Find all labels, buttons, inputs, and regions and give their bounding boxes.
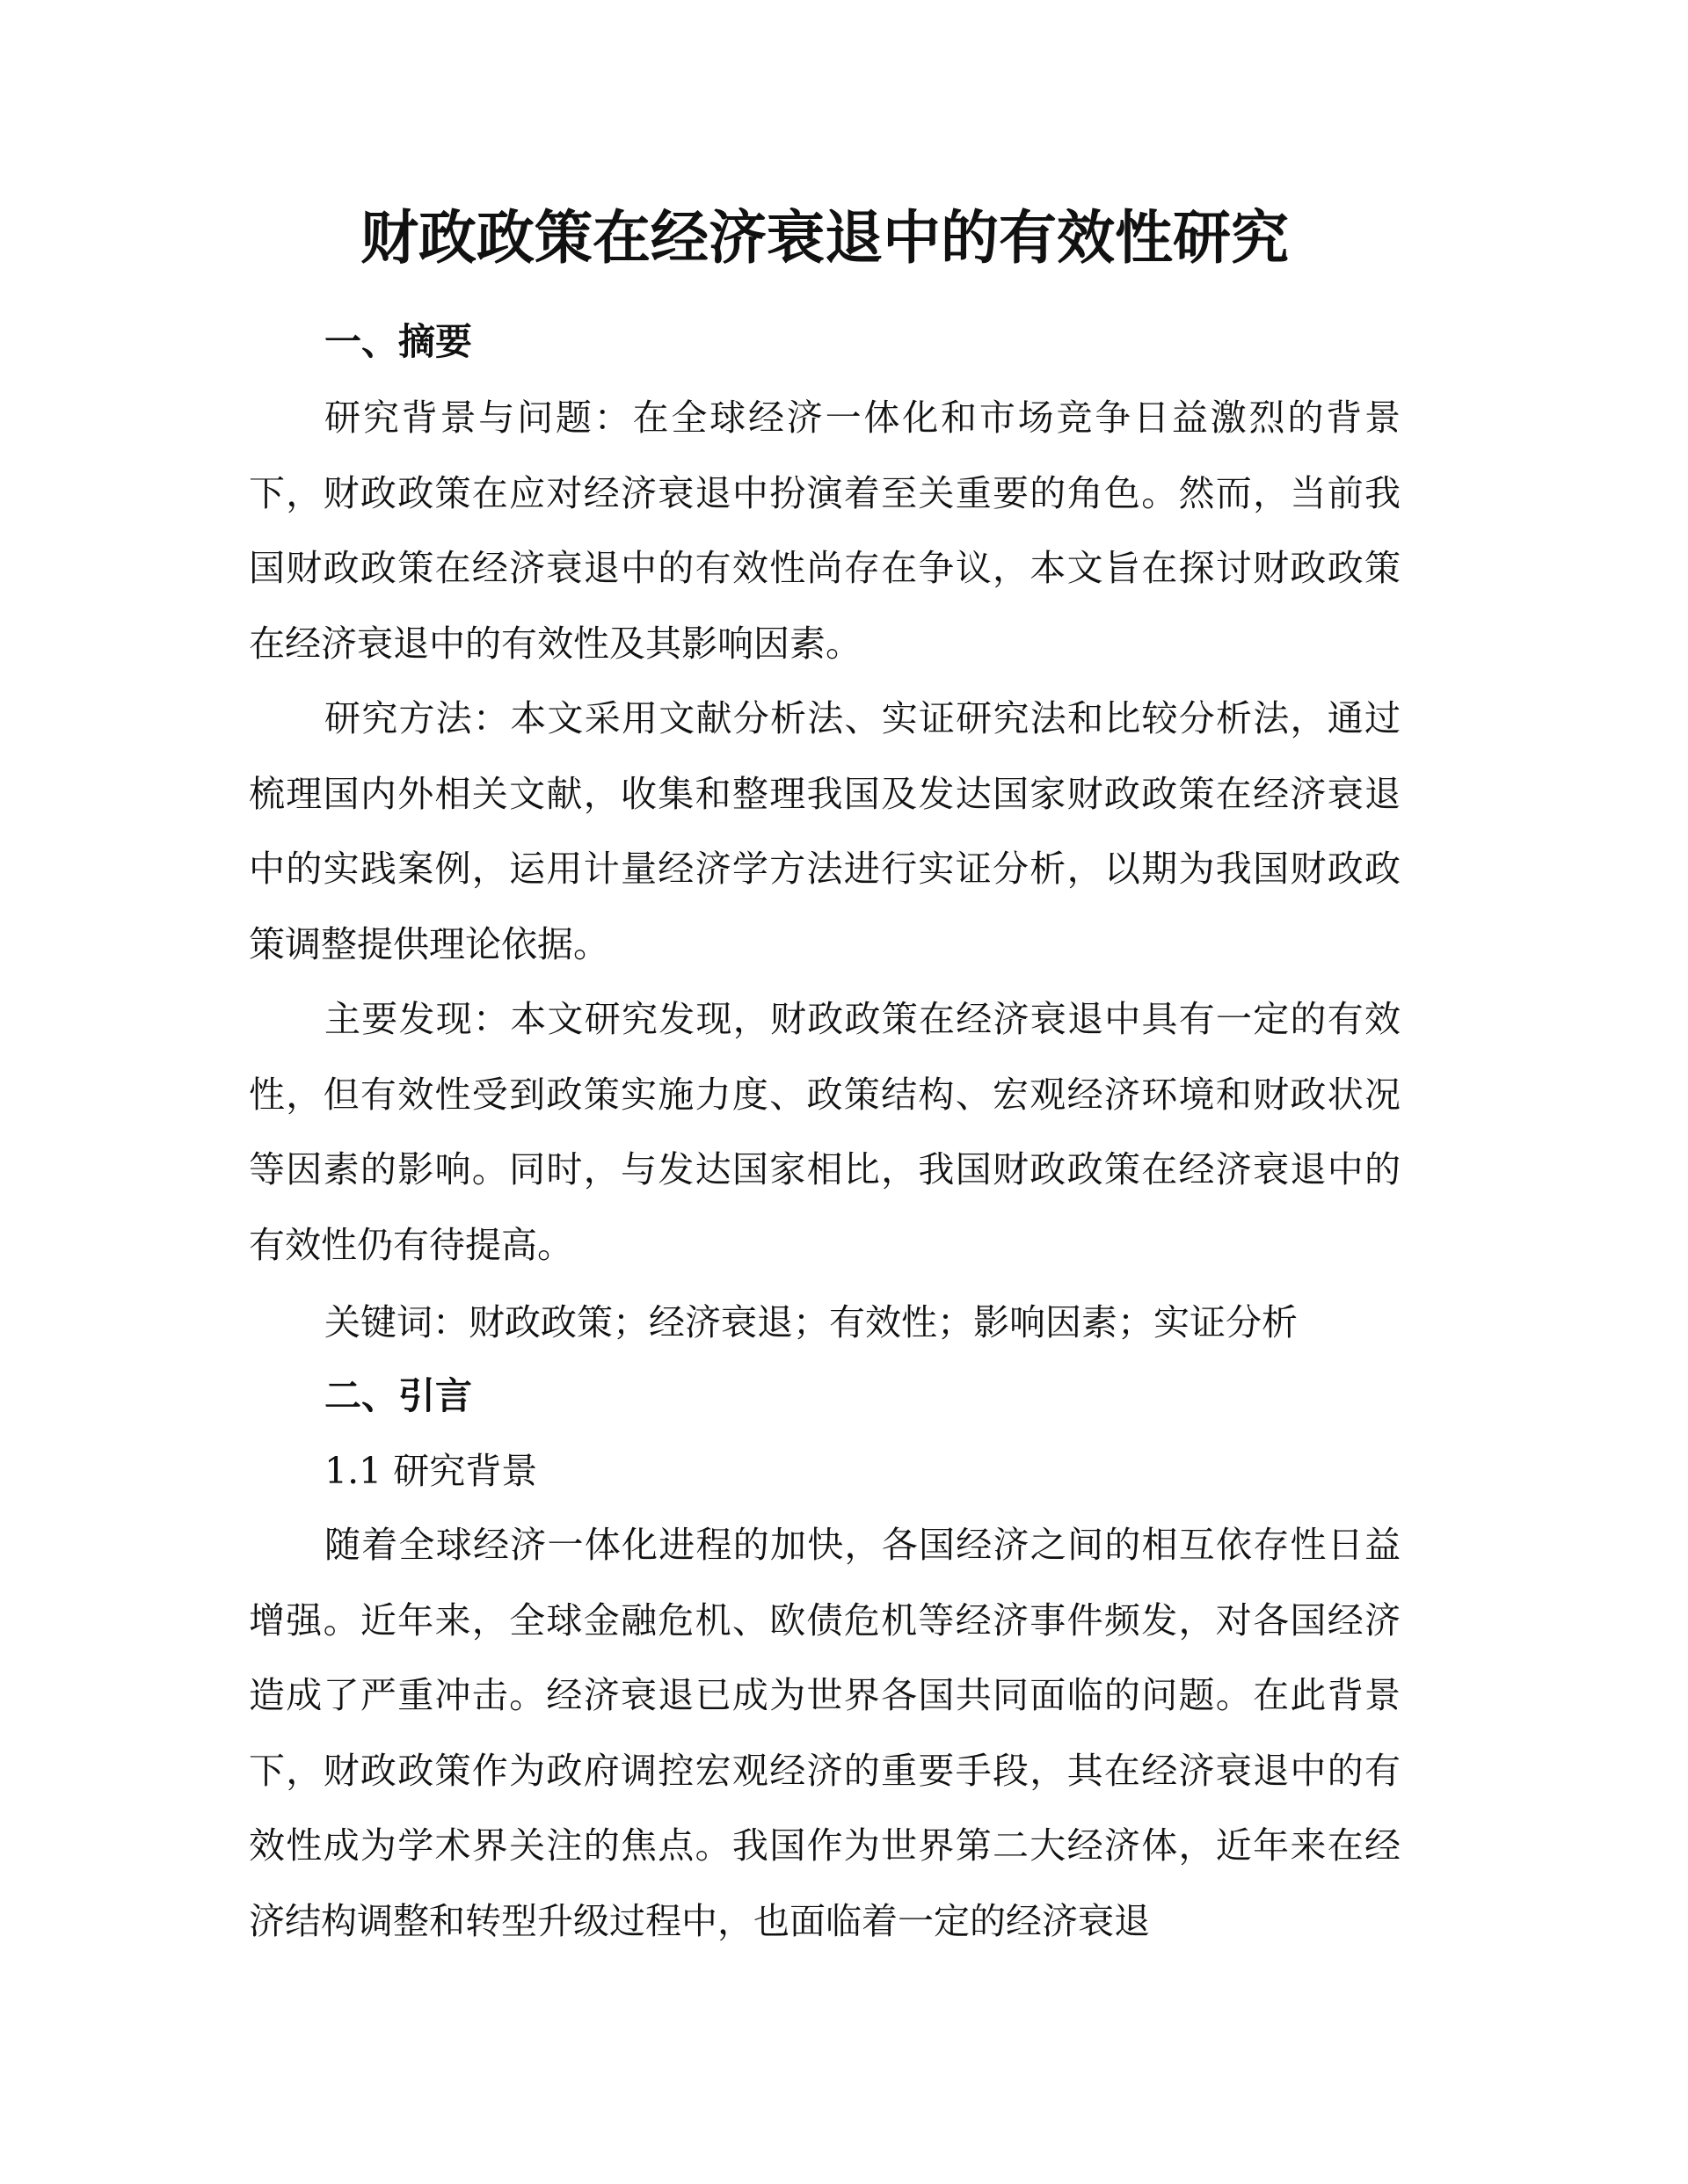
subsection-heading-research-background: 1.1 研究背景 [324,1450,538,1492]
document-page [249,0,1401,2184]
section-heading-introduction: 二、引言 [324,1374,473,1417]
section-heading-abstract: 一、摘要 [324,320,473,363]
abstract-paragraph-method: 研究方法：本文采用文献分析法、实证研究法和比较分析法，通过梳理国内外相关文献，收集和整理我国及发达国家财政政策在经济衰退中的实践案例，运用计量经济学方法进行实证分析，以期为我国财政政策调整提供理论依据。 [249,697,1401,965]
intro-paragraph-background: 随着全球经济一体化进程的加快，各国经济之间的相互依存性日益增强。近年来，全球金融危机、欧债危机等经济事件频发，对各国经济造成了严重冲击。经济衰退已成为世界各国共同面临的问题。在此背景下，财政政策作为政府调控宏观经济的重要手段，其在经济衰退中的有效性成为学术界关注的焦点。我国作为世界第二大经济体，近年来在经济结构调整和转型升级过程中，也面临着一定的经济衰退 [249,1524,1401,1942]
keywords-line: 关键词：财政政策；经济衰退；有效性；影响因素；实证分析 [324,1301,1298,1343]
document-title: 财政政策在经济衰退中的有效性研究 [360,203,1289,272]
abstract-paragraph-background: 研究背景与问题：在全球经济一体化和市场竞争日益激烈的背景下，财政政策在应对经济衰退中扮演着至关重要的角色。然而，当前我国财政政策在经济衰退中的有效性尚存在争议，本文旨在探讨财政政策在经济衰退中的有效性及其影响因素。 [249,397,1401,665]
abstract-paragraph-findings: 主要发现：本文研究发现，财政政策在经济衰退中具有一定的有效性，但有效性受到政策实施力度、政策结构、宏观经济环境和财政状况等因素的影响。同时，与发达国家相比，我国财政政策在经济衰退中的有效性仍有待提高。 [249,998,1401,1266]
